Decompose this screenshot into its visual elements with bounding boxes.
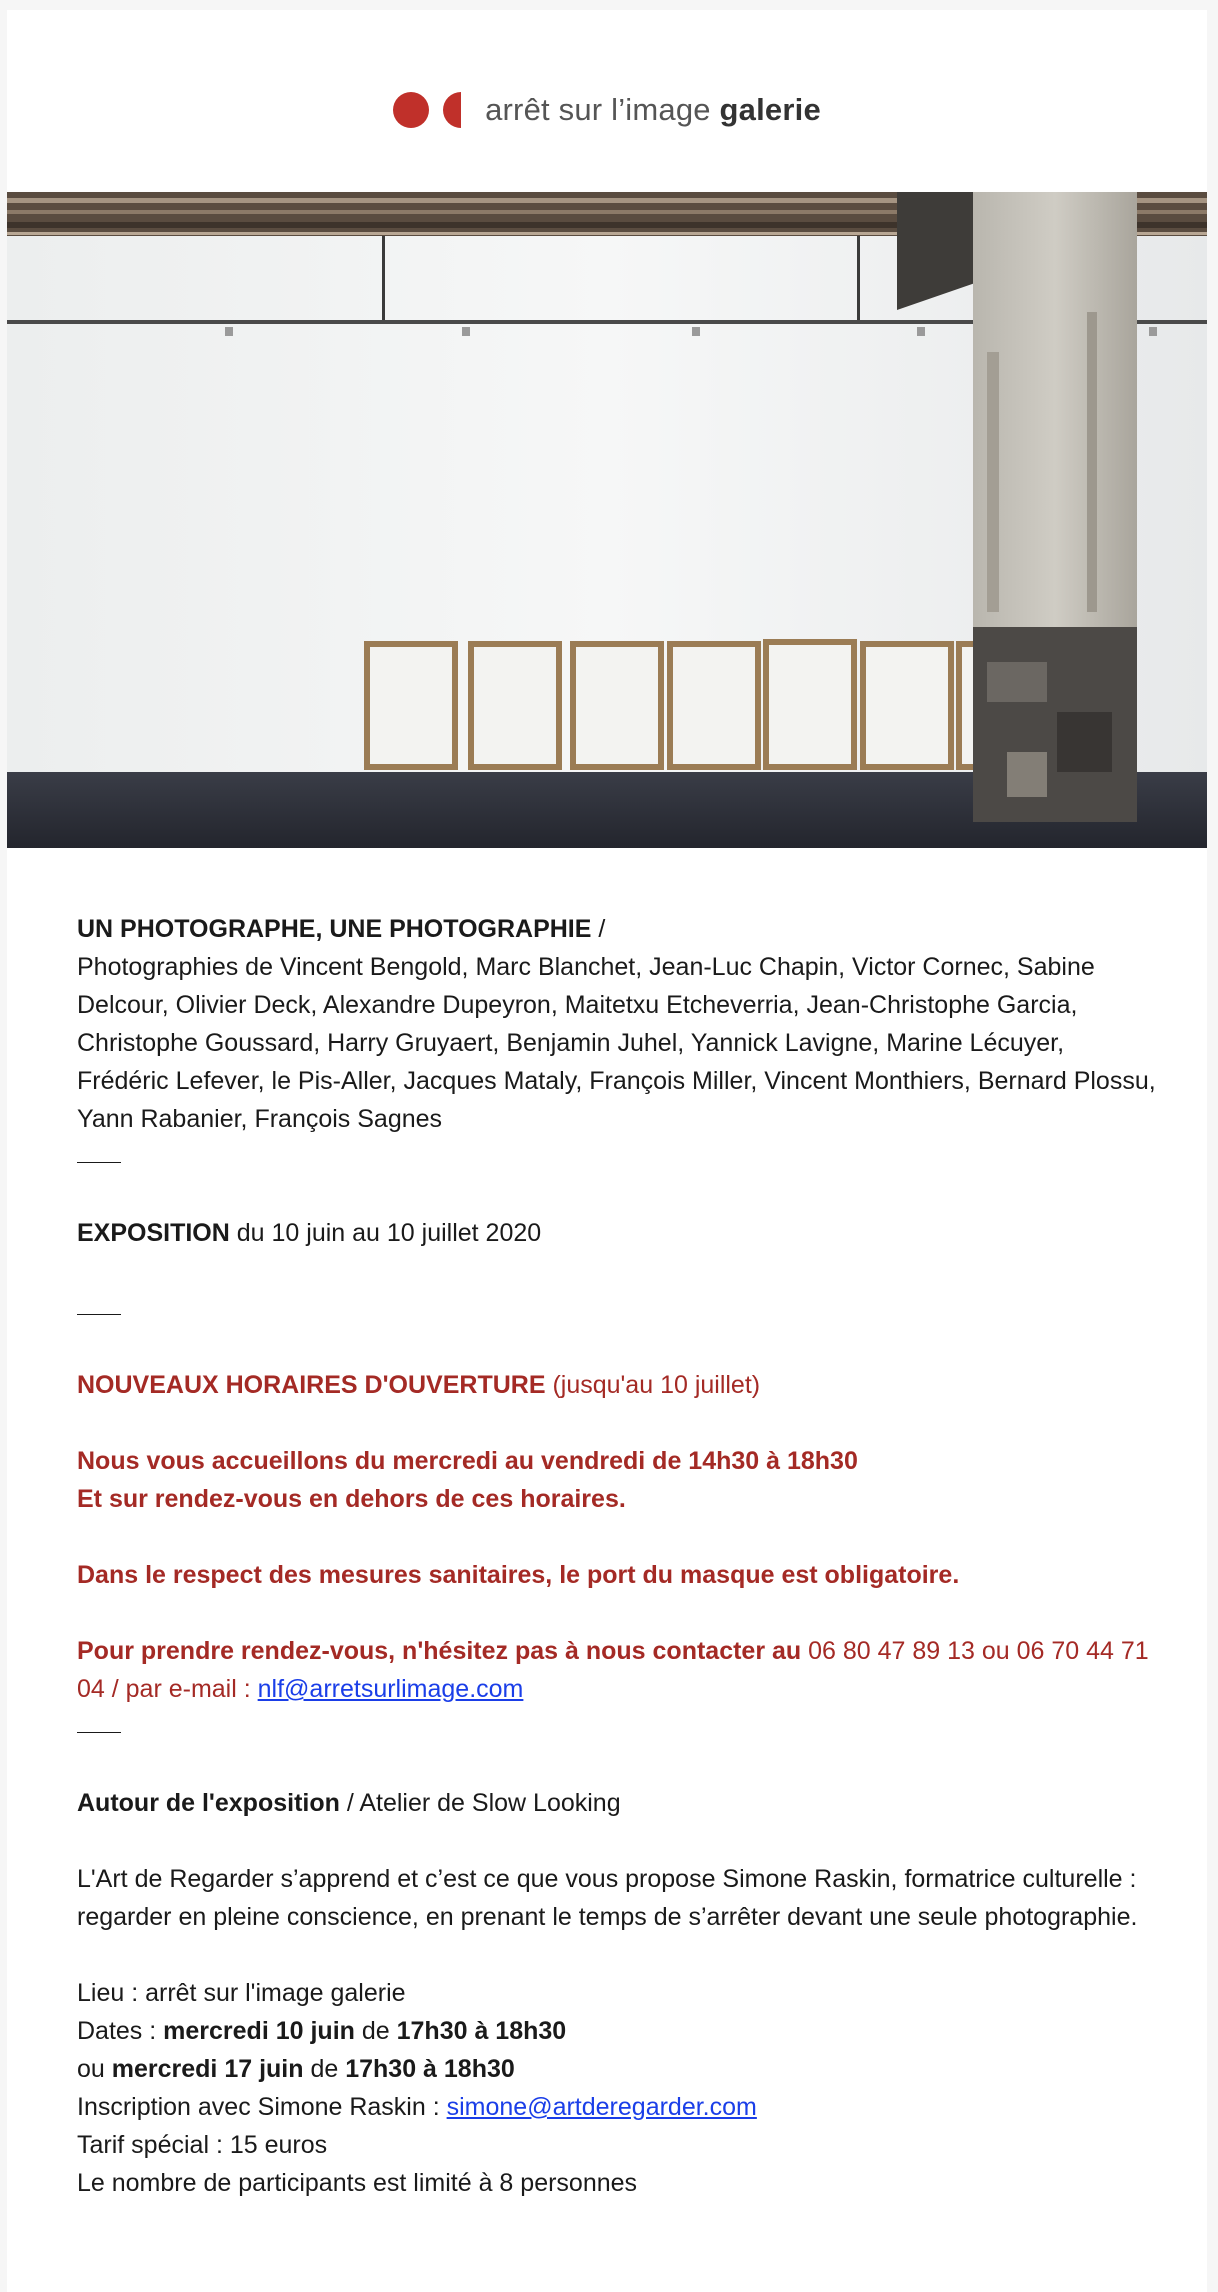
hours-line-2: Et sur rendez-vous en dehors de ces horaires. [77,1485,626,1513]
hero-gallery-photo [7,192,1207,848]
workshop-heading: Autour de l'exposition / Atelier de Slow Looking [77,1789,621,1817]
logo-text: arrêt sur l’image galerie [485,92,821,127]
intro-heading: UN PHOTOGRAPHE, UNE PHOTOGRAPHIE / [77,915,606,943]
newsletter-content [77,910,1157,2202]
workshop-description: L'Art de Regarder s’apprend et c’est ce que vous propose Simone Raskin, formatrice culturelle : regarder en pleine conscience, en prenant le temps de s’arrêter devant une seule photographie. [77,1865,1138,1931]
logo-mark-icon [393,92,461,128]
hours-heading: NOUVEAUX HORAIRES D'OUVERTURE (jusqu'au 10 juillet) [77,1371,761,1399]
newsletter-card [7,10,1207,2292]
workshop-date-2: ou mercredi 17 juin de 17h30 à 18h30 [77,2055,515,2083]
separator [77,1138,1157,1176]
workshop-participants: Le nombre de participants est limité à 8 personnes [77,2169,638,2197]
workshop-tarif: Tarif spécial : 15 euros [77,2131,328,2159]
contact-email-link[interactable]: nlf@arretsurlimage.com [257,1675,524,1703]
sanitary-notice: Dans le respect des mesures sanitaires, le port du masque est obligatoire. [77,1561,960,1589]
workshop-inscription: Inscription avec Simone Raskin : simone@artderegarder.com [77,2093,757,2121]
separator [77,1290,1157,1328]
workshop-lieu: Lieu : arrêt sur l'image galerie [77,1979,406,2007]
hours-line-1: Nous vous accueillons du mercredi au vendredi de 14h30 à 18h30 [77,1447,858,1475]
separator [77,1708,1157,1746]
workshop-date-1: Dates : mercredi 10 juin de 17h30 à 18h30 [77,2017,567,2045]
inscription-email-link[interactable]: simone@artderegarder.com [446,2093,757,2121]
gallery-logo[interactable] [7,80,1207,140]
exposition-dates: EXPOSITION du 10 juin au 10 juillet 2020 [77,1219,542,1247]
photographers-list: Photographies de Vincent Bengold, Marc Blanchet, Jean-Luc Chapin, Victor Cornec, Sabine Delcour, Olivier Deck, Alexandre Dupeyron, Maitetxu Etcheverria, Jean-Christophe Garcia, Christophe Goussard, Harry Gruyaert, Benjamin Juhel, Yannick Lavigne, Marine Lécuyer, Frédéric Lefever, le Pis-Aller, Jacques Mataly, François Miller, Vincent Monthiers, Bernard Plossu, Yann Rabanier, François Sagnes [77,953,1156,1133]
contact-info: Pour prendre rendez-vous, n'hésitez pas à nous contacter au 06 80 47 89 13 ou 06 70 44 71 04 / par e-mail : nlf@arretsurlimage.com [77,1637,1149,1703]
